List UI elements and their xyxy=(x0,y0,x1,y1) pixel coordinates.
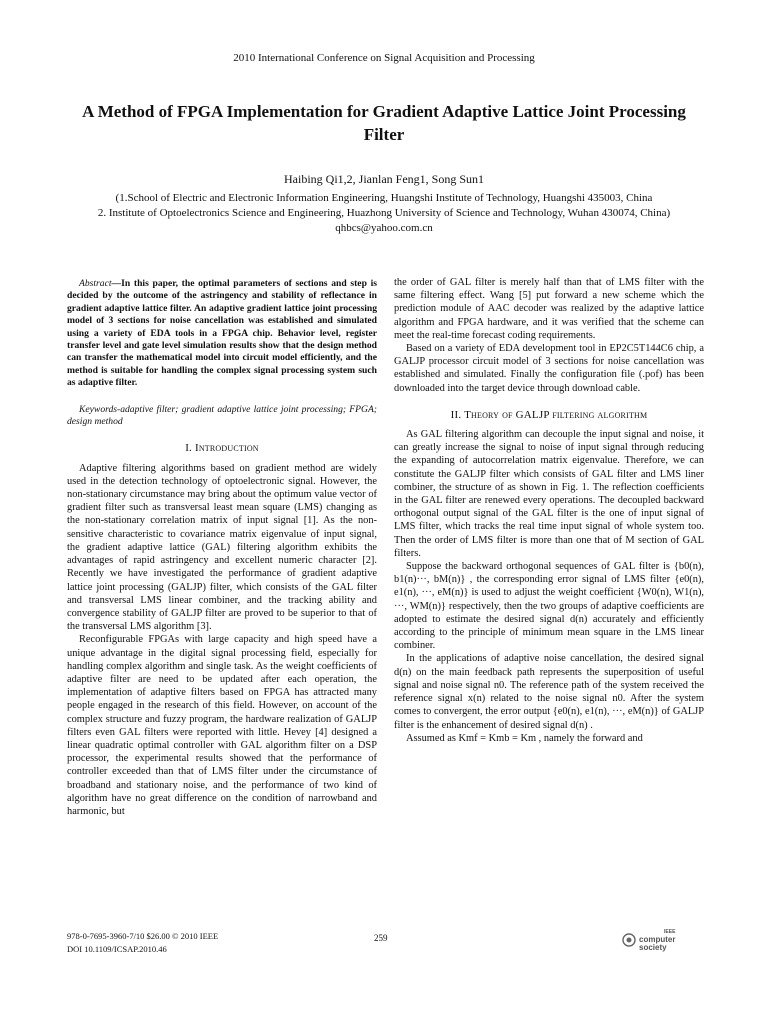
theory-paragraph-1: As GAL filtering algorithm can decouple the input signal and noise, it can greatly increase the signal to noise of input signal through reducing the expanding of autocorrelation matrix eigenvalue. Therefore, we can constitute the GALJP filter which consists of GAL filter and LMS liner combiner, the structure of as shown in Fig. 1. The reflection coefficients in the GAL filter are renewed every operations. The decoupled backward orthogonal output signal of the GAL filter is the one of input signal of LMS filter, which tracks the real time input signal of whole system too. Then the order of LMS filter is more than one that of M section of GAL filters. xyxy=(394,429,704,559)
computer-society-logo-icon xyxy=(622,933,636,947)
footer-doi: DOI 10.1109/ICSAP.2010.46 xyxy=(67,944,167,954)
affiliations xyxy=(60,191,708,236)
theory-paragraph-3: In the applications of adaptive noise cancellation, the desired signal d(n) on the main feedback path represents the superposition of useful signal and noise signal n0. The reference path of the system received the reference signal x(n) related to the noise signal n0. After the system comes to convergent, the error output {e0(n), e1(n), ···, eM(n)} of GALJP filter is the enhancement of desired signal d(n) . xyxy=(394,653,704,731)
page-number: 259 xyxy=(374,933,388,943)
right-paragraph-2: Based on a variety of EDA development tool in EP2C5T144C6 chip, a GALJP processor circuit model of 3 sections for noise cancellation was established and simulated. Finally the configuration file (.pof) has been downloaded into the target device through download cable. xyxy=(394,343,704,394)
keywords: Keywords-adaptive filter; gradient adaptive lattice joint processing; FPGA; design method xyxy=(67,403,377,428)
contact-email[interactable]: qhbcs@yahoo.com.cn xyxy=(335,222,433,234)
abstract-text: —In this paper, the optimal parameters of sections and step is decided by the outcome of the astringency and stability of reflectance in gradient adaptive lattice filter. An adaptive gradient lattice joint processing model of 3 sections for noise cancellation was established and simulated using a variety of EDA tools in a FPGA chip. Behavior level, register transfer level and gate level simulation results show that the design method can transfer the mathematical model into circuit model efficiently, and the method is suitable for handling the complex signal processing system such as adaptive filter. xyxy=(67,278,377,389)
footer-isbn: 978-0-7695-3960-7/10 $26.00 © 2010 IEEE xyxy=(67,931,219,941)
ieee-computer-society-logo xyxy=(622,928,675,952)
right-column xyxy=(394,276,704,745)
paper-title: A Method of FPGA Implementation for Gradient Adaptive Lattice Joint Processing Filter xyxy=(82,102,686,144)
author-line: Haibing Qi1,2, Jianlan Feng1, Song Sun1 xyxy=(284,172,484,186)
abstract-label: Abstract xyxy=(79,278,112,289)
footer-copyright xyxy=(67,930,218,956)
logo-ieee-text: IEEE xyxy=(664,929,676,935)
theory-paragraph-2: Suppose the backward orthogonal sequences of GAL filter is {b0(n), b1(n)···, bM(n)} , the corresponding error signal of LMS filter {e0(n), e1(n), ···, eM(n)} is used to adjust the weight coefficient {W0(n), W1(n), ···, WM(n)} respectively, then the two groups of adaptive coefficients are adopted to estimate the desired signal d(n) accurately and efficiently according to the principle of minimum mean square in the LMS linear combiner. xyxy=(394,561,704,652)
section-heading-introduction: I. Introduction xyxy=(185,442,259,455)
affiliation-2: 2. Institute of Optoelectronics Science and Engineering, Huazhong University of Science and Technology, Wuhan 430074, China) xyxy=(97,207,671,219)
affiliation-1: (1.School of Electric and Electronic Information Engineering, Huangshi Institute of Technology, Huangshi 435003, China xyxy=(115,192,653,204)
abstract xyxy=(67,278,377,390)
intro-paragraph-2: Reconfigurable FPGAs with large capacity and high speed have a unique advantage in the digital signal processing field, especially for handling complex algorithm and single task. As the weight coefficients of adaptive filter are need to be updated after each operation, the implementation of adaptive filters based on FPGA has attracted many people engaged in the research of this field. However, on account of the complex structure and fuzzy program, the hardware realization of GALJP filters even GAL filters were reported with little. Hevey [4] designed a linear quadratic optimal controller with GAL algorithm filter on a DSP processor, the experimental results showed that the performance of controller exceeded than that of LMS filter under the circumstance of broadband and stationary noise, and the performance of two kind of algorithm have no great difference on the condition of narrowband and harmonic, but xyxy=(67,634,377,817)
right-paragraph-1: the order of GAL filter is merely half than that of LMS filter with the same filtering effect. Wang [5] put forward a new scheme which the prediction module of AAC decoder was realized by the adaptive lattice algorithm and FPGA hardware, and it was verified that the scheme can meet the real-time forecast coding requirements. xyxy=(394,277,704,341)
theory-paragraph-4: Assumed as Kmf = Kmb = Km , namely the forward and xyxy=(406,732,643,744)
intro-paragraph-1: Adaptive filtering algorithms based on gradient method are widely used in the detection technology of optoelectronic signal. However, the non-stationary circumstance may bring about the optimum value vector of gradient filter such as transversal least mean square (LMS) changing as the non-stationary correlation matrix of input signal [1]. As the non-sensitive characteristic to covariance matrix eigenvalue of input signal, the gradient adaptive lattice (GAL) filtering algorithm exhibits the advantages of rapid astringency and excellent numeric character [2]. Recently we have investigated the performance of gradient adaptive lattice joint processing (GALJP) filter, which consists of the GAL filter and transversal LMS linear combiner, and the tracking ability and convergence stability of GALJP filter are proved to be superior to that of the transversal LMS algorithm [3]. xyxy=(67,462,377,633)
logo-line-1: computer xyxy=(639,935,676,944)
left-column xyxy=(67,278,377,818)
conference-header: 2010 International Conference on Signal Acquisition and Processing xyxy=(233,52,535,64)
logo-line-2: society xyxy=(639,943,667,952)
section-heading-theory: II. Theory of GALJP filtering algorithm xyxy=(450,408,648,421)
